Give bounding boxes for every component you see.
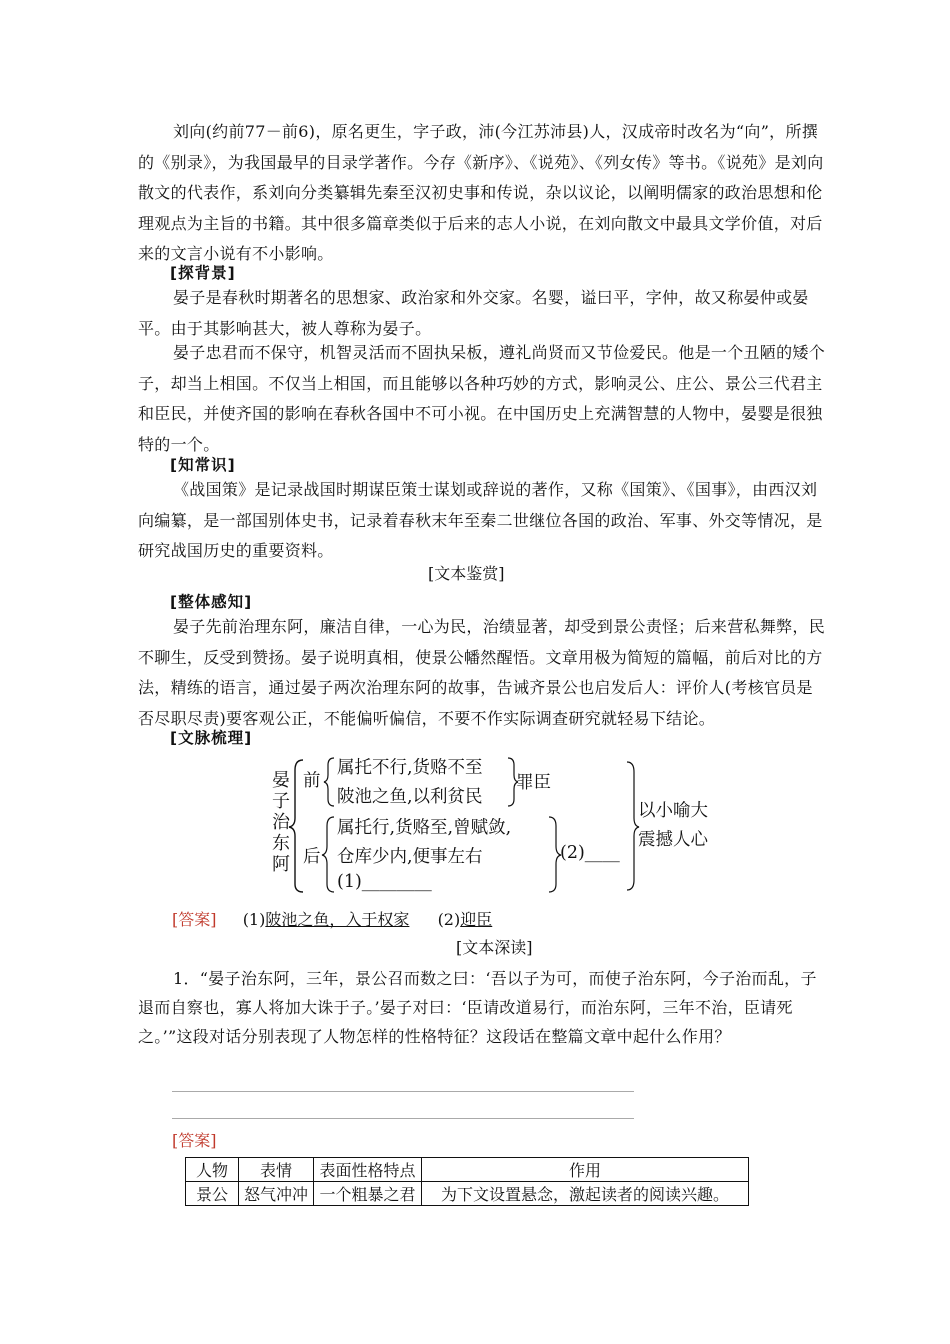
root-char: 阿 [272,854,290,875]
table-header-cell: 作用 [422,1158,749,1182]
conclusion-line: 震撼人心 [638,830,708,850]
answer-line [172,1118,634,1119]
table-cell: 景公 [186,1182,239,1206]
answer-2-label: [答案] [172,1131,217,1150]
knowledge-heading: [知常识] [170,456,236,474]
table-cell: 怒气冲冲 [239,1182,314,1206]
question-1: 1．“晏子治东阿，三年，景公召而数之曰：‘吾以子为可，而使子治东阿，今子治而乱，子退而自察也，寡人将加大诛于子。’晏子对曰：‘臣请改道易行，而治东阿，三年不治，臣请死之。’”这段对话分别表现了人物怎样的性格特征？这段话在整篇文章中起什么作用？ [138,969,817,1046]
after-label: 后 [303,847,321,867]
table-header-cell: 表情 [239,1158,314,1182]
after-result-blank: (2)____ [560,843,620,863]
before-line: 陂池之鱼,以利贫民 [337,787,483,807]
background-paragraph-2: 晏子忠君而不保守，机智灵活而不固执呆板，遵礼尚贤而又节俭爱民。他是一个丑陋的矮个子，却当上相国。不仅当上相国，而且能够以各种巧妙的方式，影响灵公、庄公、景公三代君主和臣民，并使齐国的影响在春秋各国中不可小视。在中国历史上充满智慧的人物中，晏婴是很独特的一个。 [138,343,826,454]
before-left-brace [324,758,334,806]
answer-item-1: 陂池之鱼，入于权家 [265,910,410,929]
table-cell: 一个粗暴之君 [314,1182,422,1206]
deep-reading-section-title: [文本深读] [456,938,533,957]
table-header-row [186,1158,749,1182]
overview-paragraph: 晏子先前治理东阿，廉洁自律，一心为民，治绩显著，却受到景公责怪；后来营私舞弊，民不聊生，反受到赞扬。晏子说明真相，使景公幡然醒悟。文章用极为简短的篇幅，前后对比的方法，精练的语言，通过晏子两次治理东阿的故事，告诫齐景公也启发后人：评价人(考核官员是否尽职尽责)要客观公正，不能偏听偏信，不要不作实际调查研究就轻易下结论。 [138,617,826,728]
knowledge-paragraph: 《战国策》是记录战国时期谋臣策士谋划或辞说的著作，又称《国策》、《国事》，由西汉刘向编纂，是一部国别体史书，记录着春秋末年至秦二世继位各国的政治、军事、外交等情况，是研究战国历史的重要资料。 [138,480,823,560]
table-header-cell: 表面性格特点 [314,1158,422,1182]
appreciation-section-title: [文本鉴赏] [428,564,505,583]
table-row [186,1182,749,1206]
after-line: 属托行,货赂至,曾赋敛, [337,818,512,838]
table-header-cell: 人物 [186,1158,239,1182]
after-line-blank: (1)________ [337,872,432,892]
before-label: 前 [303,771,321,791]
root-char: 晏 [272,770,290,791]
conclusion-line: 以小喻大 [638,801,708,821]
intro-paragraph: 刘向(约前77－前6)，原名更生，字子政，沛(今江苏沛县)人，汉成帝时改名为“向”，所撰的《别录》，为我国最早的目录学著作。今存《新序》、《说苑》、《列女传》等书。《说苑》是刘向散文的代表作，系刘向分类纂辑先秦至汉初史事和传说，杂以议论，以阐明儒家的政治思想和伦理观点为主旨的书籍。其中很多篇章类似于后来的志人小说，在刘向散文中最具文学价值，对后来的文言小说有不小影响。 [138,122,824,263]
before-line: 属托不行,货赂不至 [337,758,483,778]
after-right-brace [549,817,561,892]
background-paragraph-1: 晏子是春秋时期著名的思想家、政治家和外交家。名婴，谥曰平，字仲，故又称晏仲或晏平。由于其影响甚大，被人尊称为晏子。 [138,288,809,338]
root-char: 东 [272,833,290,854]
root-char: 子 [272,791,290,812]
table-cell: 为下文设置悬念，激起读者的阅读兴趣。 [422,1182,749,1206]
before-result: 罪臣 [516,773,551,793]
root-char: 治 [272,812,290,833]
answer-item-1-prefix: (1) [242,910,266,929]
overview-heading: [整体感知] [170,593,253,611]
structure-heading: [文脉梳理] [170,729,253,747]
after-left-brace [322,817,334,892]
answer-label: [答案] [172,910,217,929]
answer-item-2-prefix: (2) [437,910,461,929]
before-right-brace [508,758,518,806]
answer-line [172,1091,634,1092]
after-line: 仓库少内,便事左右 [337,847,483,867]
root-brace [289,760,303,892]
background-heading: [探背景] [170,264,236,282]
answer-1 [172,907,492,930]
answer-item-2: 迎臣 [460,910,493,929]
outer-right-brace [627,762,639,890]
answer-table [185,1157,749,1206]
